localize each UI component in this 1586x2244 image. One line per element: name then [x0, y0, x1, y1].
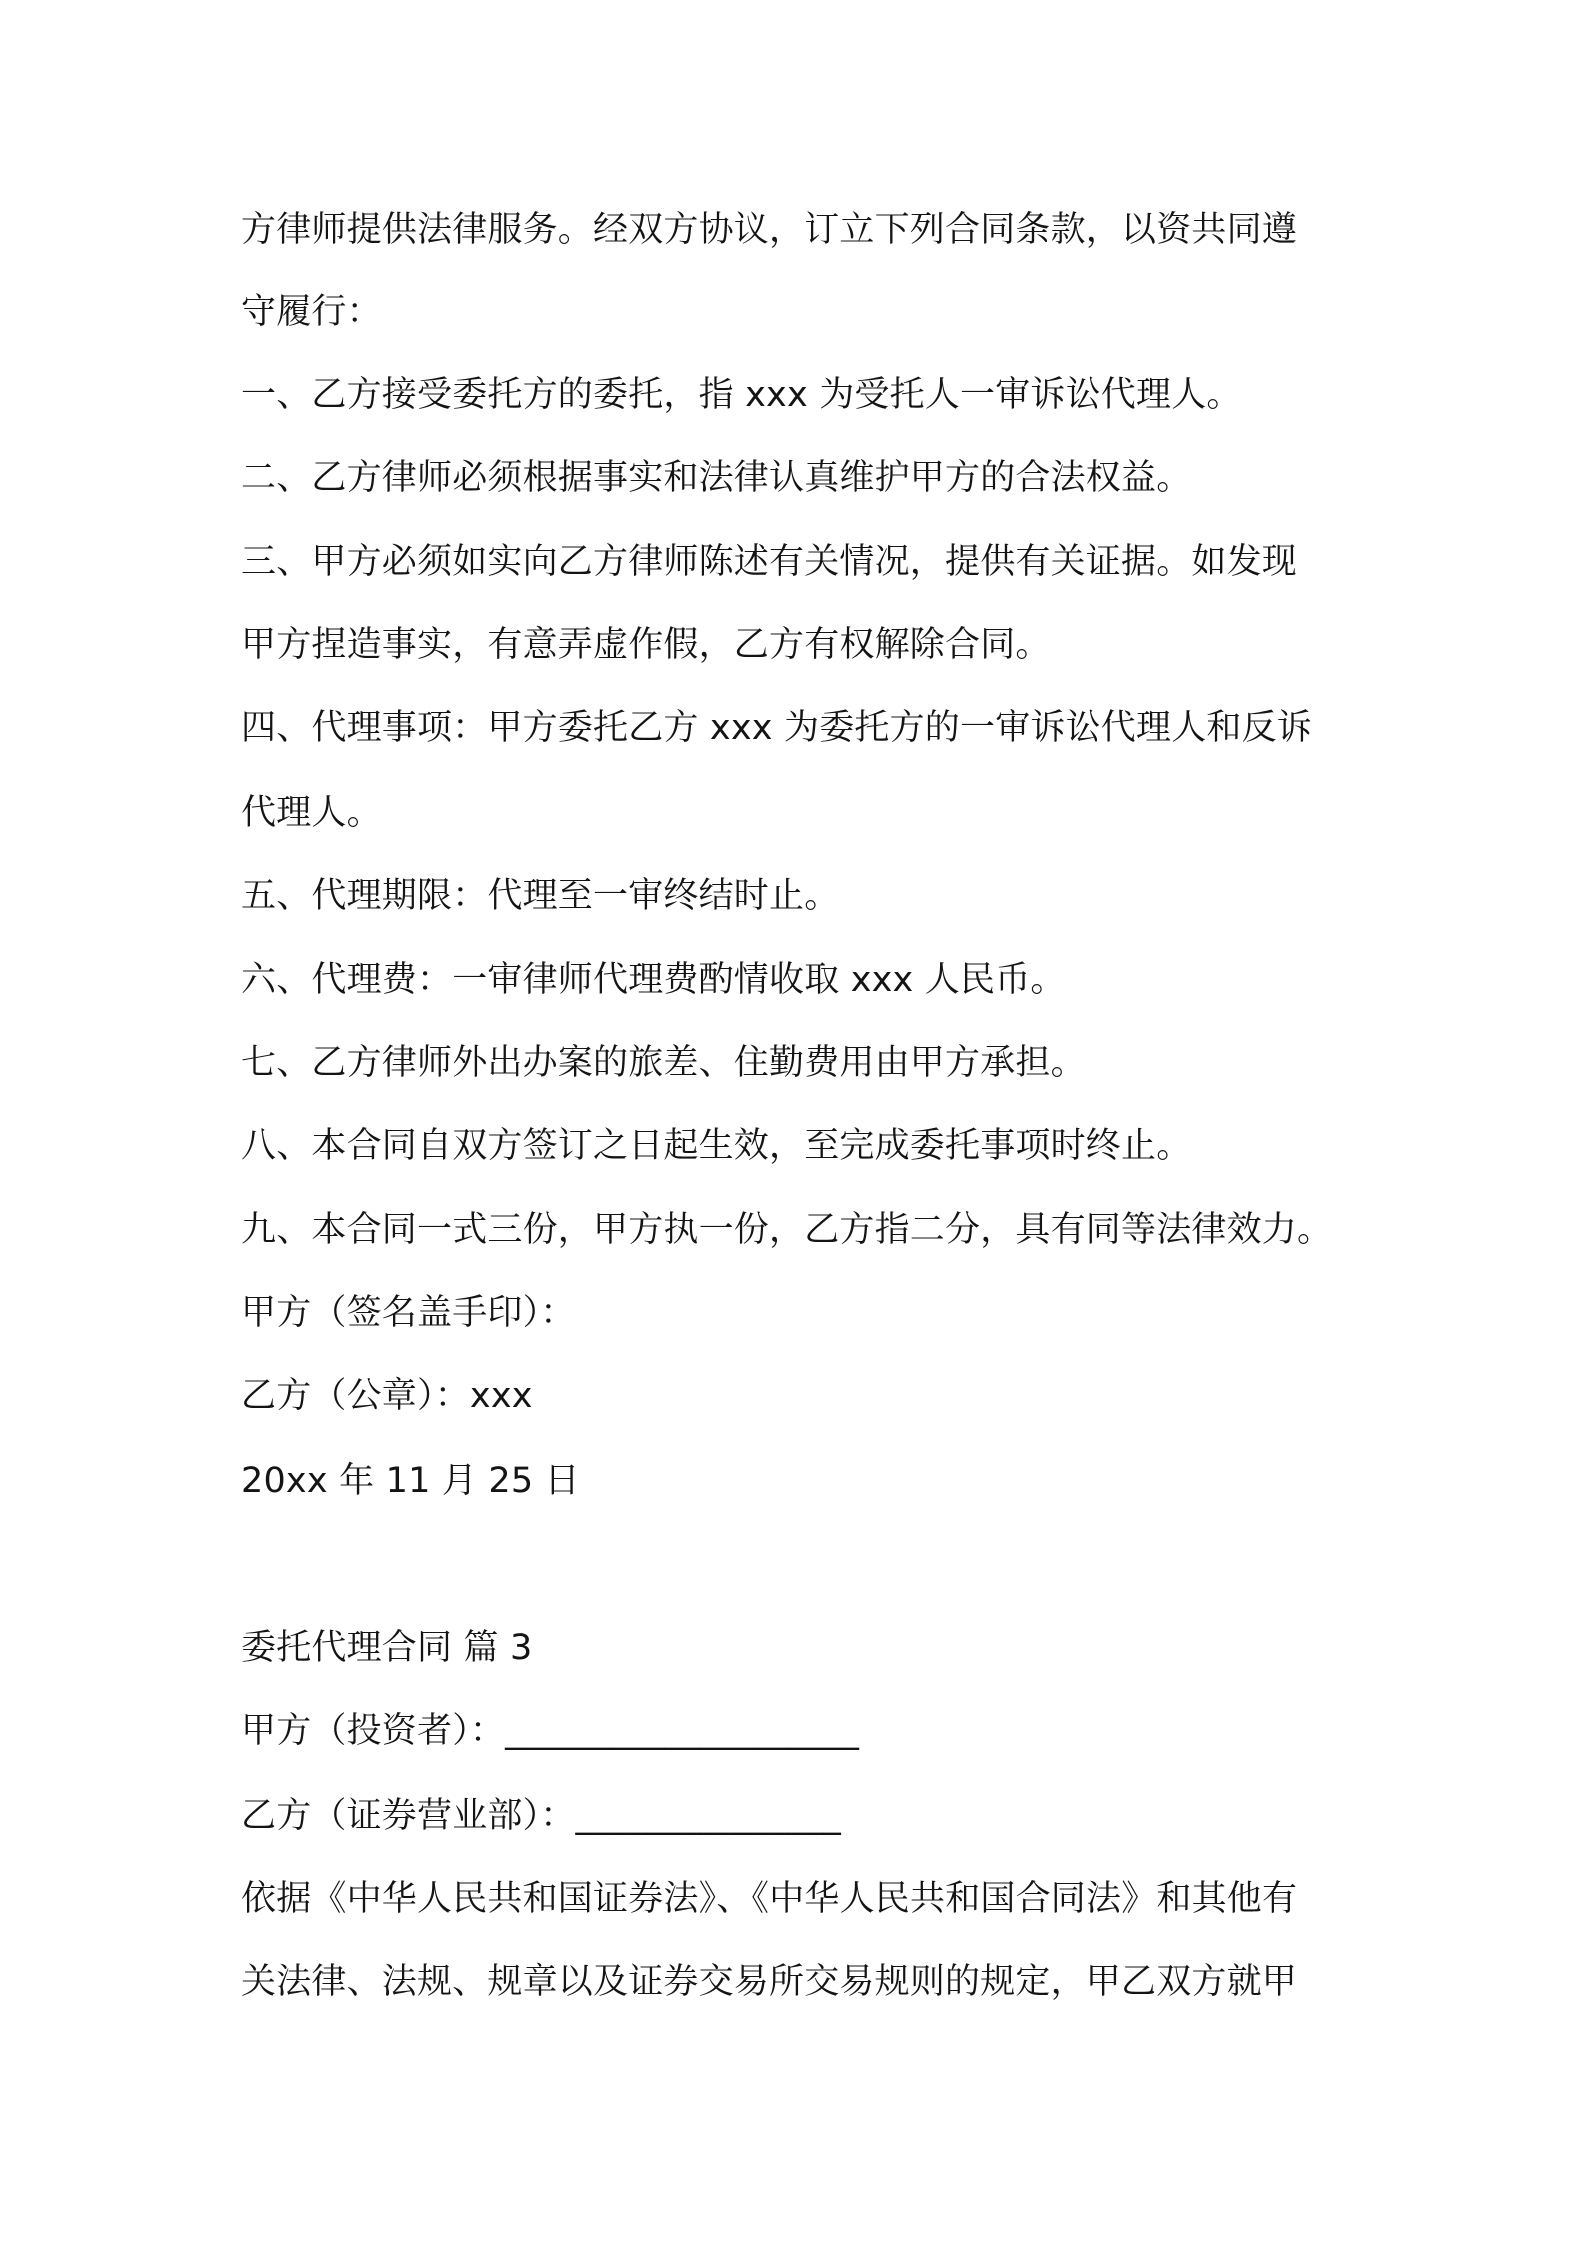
body-line: 关法律、法规、规章以及证券交易所交易规则的规定，甲乙双方就甲 [241, 1962, 1298, 2002]
party-a-investor: 甲方（投资者）：____________________ [241, 1711, 860, 1751]
clause-line: 八、本合同自双方签订之日起生效，至完成委托事项时终止。 [241, 1126, 1192, 1166]
clause-line: 九、本合同一式三份，甲方执一份，乙方指二分，具有同等法律效力。 [241, 1210, 1333, 1250]
body-line: 依据《中华人民共和国证券法》、《中华人民共和国合同法》和其他有 [241, 1879, 1298, 1919]
clause-line: 四、代理事项：甲方委托乙方 xxx 为委托方的一审诉讼代理人和反诉 [241, 708, 1312, 748]
intro-line: 方律师提供法律服务。经双方协议，订立下列合同条款，以资共同遵 [241, 210, 1298, 250]
clause-line: 六、代理费：一审律师代理费酌情收取 xxx 人民币。 [241, 960, 1066, 1000]
clause-line: 三、甲方必须如实向乙方律师陈述有关情况，提供有关证据。如发现 [241, 542, 1298, 582]
party-b-seal: 乙方（公章）：xxx [241, 1376, 533, 1416]
party-b-securities: 乙方（证券营业部）：_______________ [241, 1796, 842, 1836]
signing-date: 20xx 年 11 月 25 日 [241, 1461, 580, 1501]
clause-line: 二、乙方律师必须根据事实和法律认真维护甲方的合法权益。 [241, 458, 1192, 498]
clause-line: 五、代理期限：代理至一审终结时止。 [241, 876, 840, 916]
clause-line: 一、乙方接受委托方的委托，指 xxx 为受托人一审诉讼代理人。 [241, 375, 1242, 415]
section-title: 委托代理合同 篇 3 [241, 1628, 533, 1668]
clause-line: 甲方捏造事实，有意弄虚作假，乙方有权解除合同。 [241, 625, 1051, 665]
intro-line: 守履行： [241, 292, 382, 332]
party-a-signature: 甲方（签名盖手印）： [241, 1293, 576, 1333]
clause-line: 代理人。 [241, 793, 382, 833]
clause-line: 七、乙方律师外出办案的旅差、住勤费用由甲方承担。 [241, 1043, 1086, 1083]
